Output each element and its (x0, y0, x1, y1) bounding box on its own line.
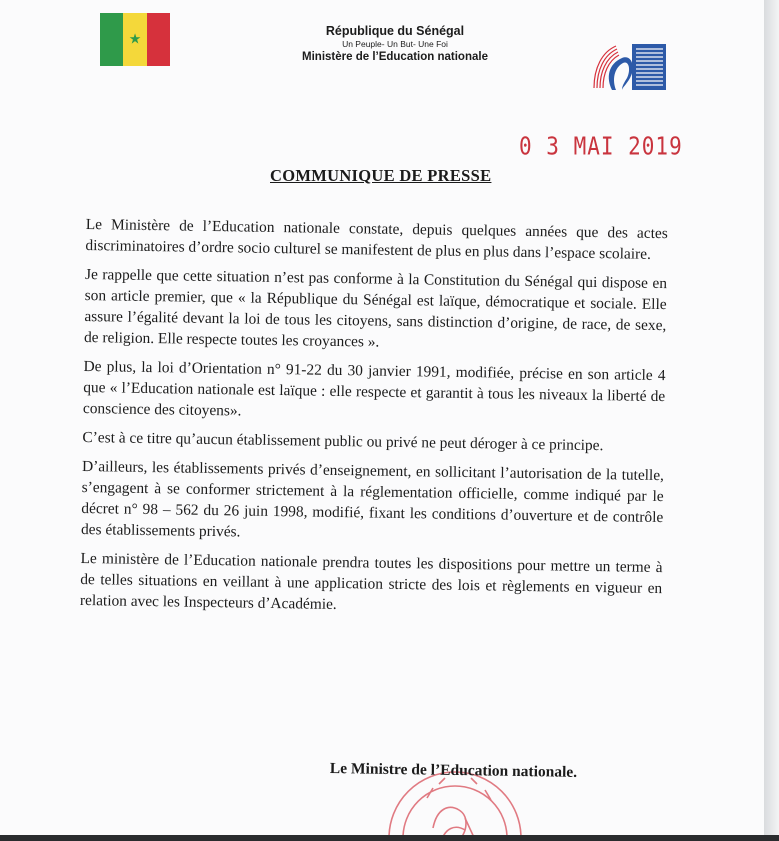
paragraph: D’ailleurs, les établissements privés d’enseignement, en sollicitant l’autorisation de la tutelle, s’engagent à se conformer strictement à la réglementation officielle, comme indiqué par le décret n° 98 – 562 du 26 juin 1998, modifié, fixant les conditions d’ouverture et de contrôle des établissements privés. (80, 457, 665, 541)
page-edge-shadow (764, 0, 779, 841)
national-motto: Un Peuple- Un But- Une Foi (342, 39, 448, 49)
paragraph: De plus, la loi d’Orientation n° 91-22 du 30 janvier 1991, modifiée, précise en son article 4 que « l’Education nationale est laïque : elle respecte et garantit à tous les niveaux la liberté de conscience des citoyens». (82, 357, 666, 420)
paragraph: Je rappelle que cette situation n’est pas conforme à la Constitution du Sénégal qui dispose en son article premier, que « la République du Sénégal est laïque, démocratique et sociale. Elle assure l’égalité devant la loi de tous les citoyens, sans distinction d’origine, de race, de sexe, de religion. Elle respecte toutes les croyances ». (83, 265, 668, 351)
ministry-logo-icon (592, 38, 670, 96)
signature-line: Le Ministre de l’Education nationale. (329, 760, 578, 781)
flag-red-band (147, 13, 170, 66)
date-stamp: 0 3 MAI 2019 (519, 132, 683, 161)
star-icon: ★ (128, 31, 142, 48)
document-title: COMMUNIQUE DE PRESSE (270, 166, 492, 185)
letterhead (280, 24, 510, 65)
document-body (80, 214, 668, 628)
paragraph: Le Ministère de l’Education nationale constate, depuis quelques années que des actes discriminatoires d’ordre socio culturel se manifestent de plus en plus dans l’espace scolaire. (85, 215, 668, 263)
republic-name: République du Sénégal (325, 24, 465, 38)
senegal-flag-icon (100, 13, 170, 66)
flag-yellow-band (123, 13, 146, 66)
bottom-edge (0, 835, 779, 841)
flag-green-band (100, 13, 123, 66)
paragraph: Le ministère de l’Education nationale prendra toutes les dispositions pour mettre un terme à de telles situations en veillant à une application stricte des lois et règlements en vigueur en relation avec les Inspecteurs d’Académie. (79, 549, 663, 613)
paragraph: C’est à ce titre qu’aucun établissement public ou privé ne peut déroger à ce principe. (82, 428, 604, 455)
ministry-name: Ministère de l’Education nationale (302, 51, 488, 63)
